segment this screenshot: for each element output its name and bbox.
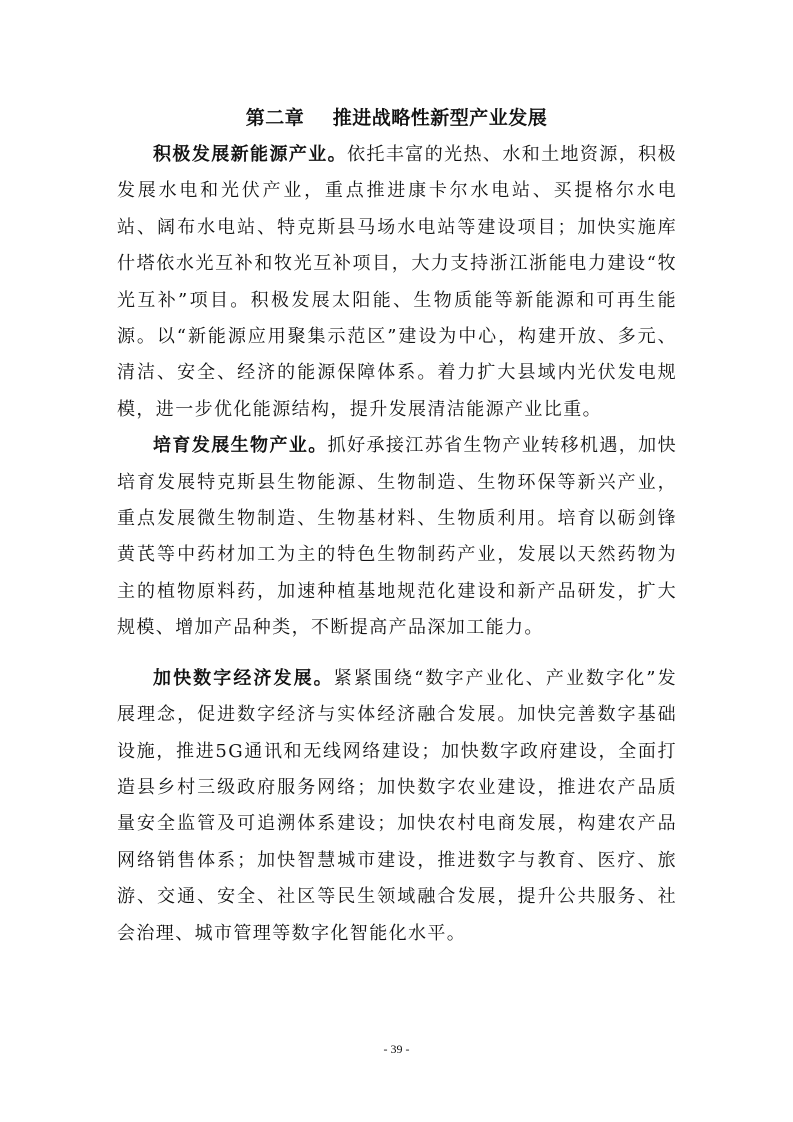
page-number: - 39 - (383, 1042, 410, 1056)
paragraph-bio-industry (117, 428, 677, 646)
body-text (117, 137, 677, 952)
paragraph-lead: 积极发展新能源产业。 (153, 144, 348, 165)
paragraph-body: 抓好承接江苏省生物产业转移机遇，加快培育发展特克斯县生物能源、生物制造、生物环保等新兴产业，重点发展微生物制造、生物基材料、生物质利用。培育以砺剑锋黄芪等中药材加工为主的特色生物制药产业，发展以天然药物为主的植物原料药，加速种植基地规范化建设和新产品研发，扩大规模、增加产品种类，不断提高产品深加工能力。 (117, 435, 677, 639)
chapter-title: 第二章 推进战略性新型产业发展 (245, 107, 548, 129)
paragraph-digital-economy (117, 661, 677, 952)
paragraph-new-energy (117, 137, 677, 428)
paragraph-lead: 加快数字经济发展。 (153, 667, 334, 689)
paragraph-body: 依托丰富的光热、水和土地资源，积极发展水电和光伏产业，重点推进康卡尔水电站、买提格尔水电站、阔布水电站、特克斯县马场水电站等建设项目；加快实施库什塔依水光互补和牧光互补项目，大力支持浙江浙能电力建设“牧光互补”项目。积极发展太阳能、生物质能等新能源和可再生能源。以“新能源应用聚集示范区”建设为中心，构建开放、多元、清洁、安全、经济的能源保障体系。着力扩大县域内光伏发电规模，进一步优化能源结构，提升发展清洁能源产业比重。 (117, 144, 677, 420)
paragraph-lead: 培育发展生物产业。 (153, 435, 328, 457)
paragraph-body: 紧紧围绕“数字产业化、产业数字化”发展理念，促进数字经济与实体经济融合发展。加快完善数字基础设施，推进5G通讯和无线网络建设；加快数字政府建设，全面打造县乡村三级政府服务网络；加快数字农业建设，推进农产品质量安全监管及可追溯体系建设；加快农村电商发展，构建农产品网络销售体系；加快智慧城市建设，推进数字与教育、医疗、旅游、交通、安全、社区等民生领域融合发展，提升公共服务、社会治理、城市管理等数字化智能化水平。 (117, 667, 677, 944)
